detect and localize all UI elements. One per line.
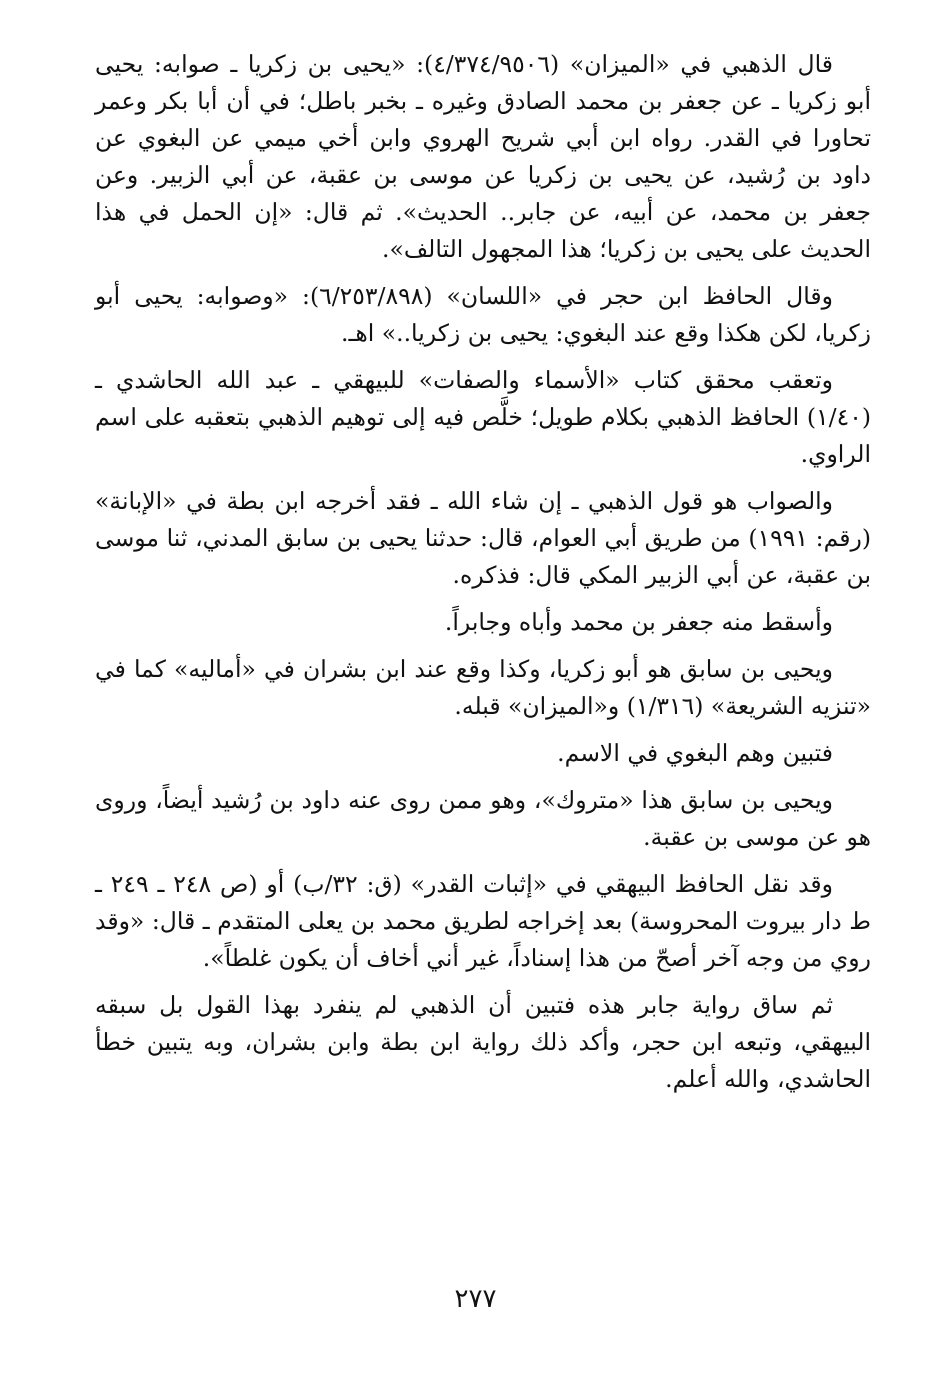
paragraph-baghawi-error: فتبين وهم البغوي في الاسم. — [557, 739, 833, 767]
paragraph-ibn-hajar-lisan: وقال الحافظ ابن حجر في «اللسان» (٦/٢٥٣/٨٩٨): «وصوابه: يحيى أبو زكريا، لكن هكذا وقع عند البغوي: يحيى بن زكريا..» اهـ. — [95, 282, 871, 347]
paragraph-dhahabi-mizan: قال الذهبي في «الميزان» (٤/٣٧٤/٩٥٠٦): «يحيى بن زكريا ـ صوابه: يحيى أبو زكريا ـ عن جعفر بن محمد الصادق وغيره ـ بخبر باطل؛ في أن أبا بكر وعمر تحاورا في القدر. رواه ابن أبي شريح الهروي وابن أخي ميمي عن البغوي عن داود بن رُشيد، عن يحيى بن زكريا عن موسى بن عقبة، عن أبي الزبير. وعن جعفر بن محمد، عن أبيه، عن جابر.. الحديث». ثم قال: «إن الحمل في هذا الحديث على يحيى بن زكريا؛ هذا المجهول التالف». — [95, 50, 871, 263]
paragraph-omission-note: وأسقط منه جعفر بن محمد وأباه وجابراً. — [444, 608, 833, 636]
paragraph-bayhaqi-ithbat: وقد نقل الحافظ البيهقي في «إثبات القدر» (ق: ٣٢/ب) أو (ص ٢٤٨ ـ ٢٤٩ ـ ط دار بيروت المحروسة) بعد إخراجه لطريق محمد بن يعلى المتقدم ـ قال: «وقد روي من وجه آخر أصحّ من هذا إسناداً، غير أني أخاف أن يكون غلطاً». — [95, 870, 871, 972]
paragraph-hashidi-critique: وتعقب محقق كتاب «الأسماء والصفات» للبيهقي ـ عبد الله الحاشدي ـ (١/٤٠) الحافظ الذهبي بكلام طويل؛ خلَّص فيه إلى توهيم الذهبي بتعقبه على اسم الراوي. — [95, 366, 871, 468]
page-number: ٢٧٧ — [454, 1284, 497, 1314]
paragraph-ibn-batta-ibana: والصواب هو قول الذهبي ـ إن شاء الله ـ فقد أخرجه ابن بطة في «الإبانة» (رقم: ١٩٩١) من طريق أبي العوام، قال: حدثنا يحيى بن سابق المدني، ثنا موسى بن عقبة، عن أبي الزبير المكي قال: فذكره. — [95, 487, 871, 589]
paragraph-ibn-bishran-amali: ويحيى بن سابق هو أبو زكريا، وكذا وقع عند ابن بشران في «أماليه» كما في «تنزيه الشريعة» (١/٣١٦) و«الميزان» قبله. — [95, 655, 871, 720]
paragraph-conclusion: ثم ساق رواية جابر هذه فتبين أن الذهبي لم ينفرد بهذا القول بل سبقه البيهقي، وتبعه ابن حجر، وأكد ذلك رواية ابن بطة وابن بشران، وبه يتبين خطأ الحاشدي، والله أعلم. — [95, 991, 871, 1093]
page-body — [95, 46, 871, 1108]
paragraph-yahya-matruk: ويحيى بن سابق هذا «متروك»، وهو ممن روى عنه داود بن رُشيد أيضاً، وروى هو عن موسى بن عقبة. — [95, 786, 871, 851]
